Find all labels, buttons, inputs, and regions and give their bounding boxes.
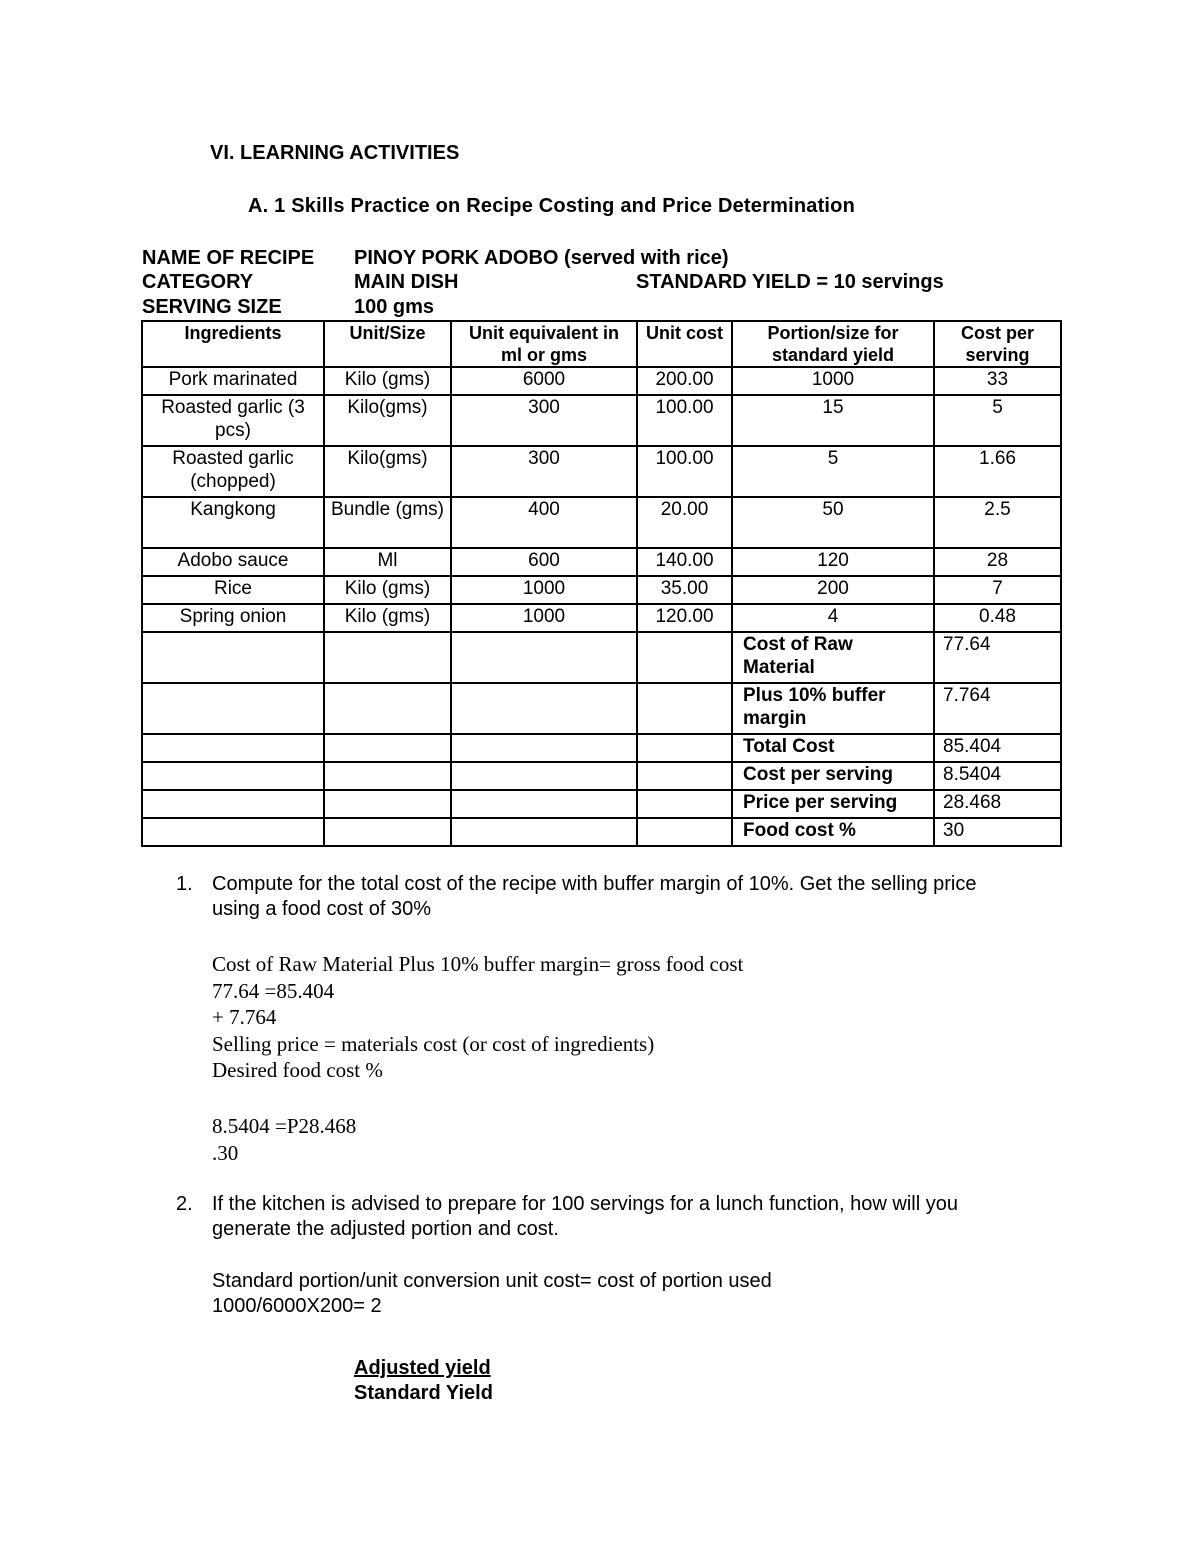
table-cell: 400 [451, 497, 637, 548]
table-cell: Roasted garlic (3 pcs) [142, 395, 324, 446]
fraction [354, 1356, 493, 1406]
table-row [142, 576, 1061, 604]
summary-row [142, 818, 1061, 846]
serving-size-label: SERVING SIZE [142, 296, 282, 318]
table-cell: 50 [732, 497, 934, 548]
category-label: CATEGORY [142, 271, 254, 293]
column-header: Unit/Size [324, 321, 451, 367]
table-cell: 35.00 [637, 576, 732, 604]
table-cell: 20.00 [637, 497, 732, 548]
summary-label: Food cost % [732, 818, 934, 846]
table-cell: 1000 [451, 604, 637, 632]
table-cell: Kilo(gms) [324, 395, 451, 446]
question-number: 2. [176, 1193, 193, 1215]
table-cell: 120.00 [637, 604, 732, 632]
table-cell: 300 [451, 446, 637, 497]
summary-row [142, 762, 1061, 790]
table-cell: 4 [732, 604, 934, 632]
standard-yield: STANDARD YIELD = 10 servings [636, 271, 944, 293]
table-cell: 100.00 [637, 395, 732, 446]
solution-work: Standard portion/unit conversion unit cost= cost of portion used 1000/6000X200= 2 [212, 1270, 772, 1317]
summary-label: Total Cost [732, 734, 934, 762]
summary-value: 85.404 [934, 734, 1061, 762]
column-header: Cost per serving [934, 321, 1061, 367]
question-text: If the kitchen is advised to prepare for 100 servings for a lunch function, how will you generate the adjusted portion and cost. [212, 1193, 958, 1240]
table-cell: 300 [451, 395, 637, 446]
summary-row [142, 790, 1061, 818]
table-cell: Kilo (gms) [324, 367, 451, 395]
table-cell: 2.5 [934, 497, 1061, 548]
table-row [142, 367, 1061, 395]
recipe-name-label: NAME OF RECIPE [142, 247, 315, 269]
summary-value: 7.764 [934, 683, 1061, 734]
serving-size-value: 100 gms [354, 296, 435, 318]
table-cell: 120 [732, 548, 934, 576]
solution-work: 8.5404 =P28.468 .30 [212, 1114, 357, 1165]
table-cell: 1.66 [934, 446, 1061, 497]
table-cell: Spring onion [142, 604, 324, 632]
column-header: Unit cost [637, 321, 732, 367]
table-cell: 28 [934, 548, 1061, 576]
table-cell: 1000 [732, 367, 934, 395]
recipe-cost-table [141, 320, 1062, 847]
table-cell: 5 [934, 395, 1061, 446]
summary-label: Plus 10% buffer margin [732, 683, 934, 734]
table-cell: Adobo sauce [142, 548, 324, 576]
fraction-numerator: Adjusted yield [354, 1357, 491, 1379]
table-cell: Kangkong [142, 497, 324, 548]
solution-work: Cost of Raw Material Plus 10% buffer margin= gross food cost 77.64 =85.404 + 7.764 Selling price = materials cost (or cost of ingredients) Desired food cost % [212, 952, 744, 1082]
table-cell: 140.00 [637, 548, 732, 576]
fraction-denominator: Standard Yield [354, 1382, 493, 1404]
summary-label: Price per serving [732, 790, 934, 818]
column-header: Portion/size for standard yield [732, 321, 934, 367]
column-header: Unit equivalent in ml or gms [451, 321, 637, 367]
table-cell: Kilo(gms) [324, 446, 451, 497]
summary-value: 30 [934, 818, 1061, 846]
table-cell: 6000 [451, 367, 637, 395]
table-cell: Kilo (gms) [324, 604, 451, 632]
table-row [142, 548, 1061, 576]
table-cell: 200 [732, 576, 934, 604]
table-cell: Pork marinated [142, 367, 324, 395]
column-header: Ingredients [142, 321, 324, 367]
table-cell: Kilo (gms) [324, 576, 451, 604]
table-cell: 600 [451, 548, 637, 576]
table-row [142, 395, 1061, 446]
table-cell: 0.48 [934, 604, 1061, 632]
question-number: 1. [176, 873, 193, 895]
summary-value: 8.5404 [934, 762, 1061, 790]
table-cell: 200.00 [637, 367, 732, 395]
summary-label: Cost per serving [732, 762, 934, 790]
summary-row [142, 683, 1061, 734]
section-heading: VI. LEARNING ACTIVITIES [210, 142, 460, 164]
summary-value: 77.64 [934, 632, 1061, 683]
table-header-row [142, 321, 1061, 367]
question-text: Compute for the total cost of the recipe with buffer margin of 10%. Get the selling price using a food cost of 30% [212, 873, 977, 920]
table-row [142, 446, 1061, 497]
activity-title: A. 1 Skills Practice on Recipe Costing and Price Determination [248, 195, 856, 217]
table-cell: Ml [324, 548, 451, 576]
table-cell: 100.00 [637, 446, 732, 497]
table-cell: 5 [732, 446, 934, 497]
table-row [142, 497, 1061, 548]
table-cell: 1000 [451, 576, 637, 604]
table-cell: Roasted garlic (chopped) [142, 446, 324, 497]
table-row [142, 604, 1061, 632]
table-cell: 15 [732, 395, 934, 446]
summary-label: Cost of Raw Material [732, 632, 934, 683]
recipe-name-value: PINOY PORK ADOBO (served with rice) [354, 247, 729, 269]
category-value: MAIN DISH [354, 271, 459, 293]
summary-row [142, 632, 1061, 683]
summary-row [142, 734, 1061, 762]
table-cell: Bundle (gms) [324, 497, 451, 548]
summary-value: 28.468 [934, 790, 1061, 818]
table-cell: Rice [142, 576, 324, 604]
table-cell: 33 [934, 367, 1061, 395]
table-cell: 7 [934, 576, 1061, 604]
